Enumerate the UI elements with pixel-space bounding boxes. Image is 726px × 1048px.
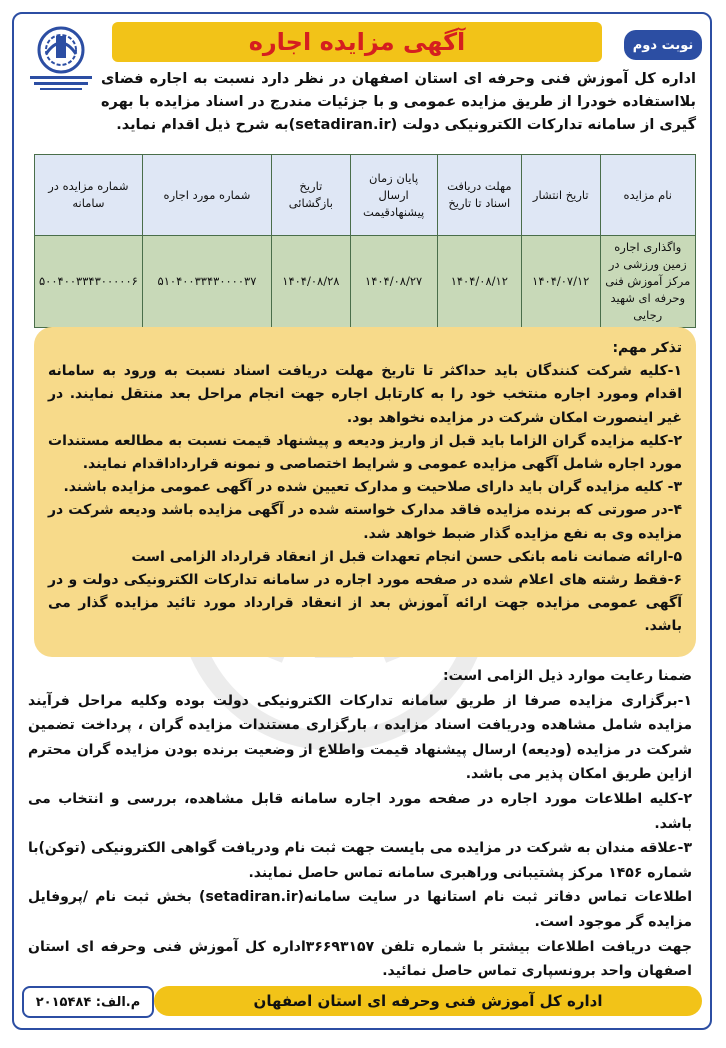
rules-title: ضمنا رعایت موارد ذیل الزامی است: — [442, 668, 692, 684]
cell-bid-deadline: ۱۴۰۴/۰۸/۲۷ — [350, 236, 437, 328]
header-publish-date: تاریخ انتشار — [522, 155, 601, 236]
header — [22, 22, 702, 68]
tvto-logo-icon — [22, 24, 100, 96]
table-header-row — [35, 155, 696, 236]
page-title: آگهی مزایده اجاره — [248, 28, 466, 56]
ad-code-box: م.الف: ۲۰۱۵۴۸۴ — [22, 986, 154, 1018]
note-item: ۳- کلیه مزایده گران باید دارای صلاحیت و مدارک تعیین شده در آگهی عمومی مزایده باشند. — [63, 479, 682, 496]
registration-info: اطلاعات تماس دفاتر ثبت نام استانها در سایت سامانه(setadiran.ir) بخش ثبت نام /پروفایل مزایده گر موجود است. — [28, 889, 693, 930]
note-item: ۲-کلیه مزایده گران الزاما باید قبل از واریز ودیعه و پیشنهاد قیمت نسبت به مطالعه مستندات مورد اجاره شامل آگهی مزایده عمومی و شرایط اختصاصی و نمونه قرارداداقدام نمایند. — [48, 432, 682, 473]
footer-organization: اداره کل آموزش فنی وحرفه ای استان اصفهان — [154, 986, 702, 1016]
cell-doc-deadline: ۱۴۰۴/۰۸/۱۲ — [437, 236, 521, 328]
header-system-number: شماره مزایده در سامانه — [35, 155, 143, 236]
header-bid-deadline: پایان زمان ارسال پیشنهادقیمت — [350, 155, 437, 236]
cell-opening-date: ۱۴۰۴/۰۸/۲۸ — [272, 236, 351, 328]
intro-paragraph: اداره کل آموزش فنی وحرفه ای استان اصفهان در نظر دارد نسبت به اجاره فضای بلااستفاده خودرا از طریق مزایده عمومی و با جزئیات مندرج در اسناد مزایده با بهره گیری از سامانه تدارکات الکترونیکی دولت (setadiran.ir)به شرح ذیل اقدام نماید. — [101, 71, 696, 133]
cell-system-number: ۵۰۰۴۰۰۳۳۴۳۰۰۰۰۰۶ — [35, 236, 143, 328]
note-item: ۶-فقط رشته های اعلام شده در صفحه مورد اجاره در سامانه تدارکات الکترونیکی دولت و در آگهی عمومی مزایده جهت ارائه آموزش بعد از انعقاد قرارداد مورد تائید مزایده گذار می باشد. — [48, 572, 682, 635]
cell-name: واگذاری اجاره زمین ورزشی در مرکز آموزش فنی وحرفه ای شهید رجایی — [600, 236, 695, 328]
header-name: نام مزایده — [600, 155, 695, 236]
header-rental-number: شماره مورد اجاره — [142, 155, 271, 236]
note-item: ۴-در صورتی که برنده مزایده فاقد مدارک خواسته شده در آگهی مزایده باشد ودیعه شرکت در مزایده وی به نفع مزایده گذار ضبط خواهد شد. — [48, 502, 682, 542]
header-doc-deadline: مهلت دریافت اسناد تا تاریخ — [437, 155, 521, 236]
cell-rental-number: ۵۱۰۴۰۰۳۳۴۳۰۰۰۰۳۷ — [142, 236, 271, 328]
note-item: ۵-ارائه ضمانت نامه بانکی حسن انجام تعهدات قبل از انعقاد قرارداد الزامی است — [131, 548, 682, 565]
header-opening-date: تاریخ بازگشائی — [272, 155, 351, 236]
auction-table — [34, 154, 696, 328]
notes-title: تذکر مهم: — [612, 340, 682, 356]
footer — [22, 986, 702, 1018]
advertisement-frame — [12, 12, 712, 1030]
note-item: ۱-کلیه شرکت کنندگان باید حداکثر تا تاریخ مهلت دریافت اسناد نسبت به ورود به سامانه اقدام ومورد اجاره منتخب خود را به کارتابل اجاره جهت انجام مراحل بعد منتقل نمایند. در غیر اینصورت امکان شرکت در مزایده نخواهد بود. — [48, 363, 682, 426]
rule-item: ۱-برگزاری مزایده صرفا از طریق سامانه تدارکات الکترونیکی دولت بوده وکلیه مراحل فرآیند مزایده شامل مشاهده ودریافت اسناد مزایده ، بارگزاری مستندات مزایده گران ، پرداخت تضمین شرکت در مزایده (ودیعه) ارسال پیشنهاد قیمت واطلاع از وضعیت برنده بودن مزایده گران محترم ازاین طریق امکان پذیر می باشد. — [28, 692, 692, 783]
contact-info: جهت دریافت اطلاعات بیشتر با شماره تلفن ۳۶۶۹۳۱۵۷اداره کل آموزش فنی وحرفه ای استان اصفهان واحد برونسپاری تماس حاصل نمائید. — [28, 938, 693, 980]
rule-item: ۲-کلیه اطلاعات مورد اجاره در صفحه مورد اجاره سامانه قابل مشاهده، بررسی و انتخاب می باشد. — [28, 790, 692, 832]
important-notes-box — [34, 327, 696, 657]
rule-item: ۳-علاقه مندان به شرکت در مزایده می بایست جهت ثبت نام ودریافت گواهی الکترونیکی (توکن)با شماره ۱۴۵۶ مرکز پشتیبانی وراهبری سامانه تماس حاصل نمایند. — [28, 840, 692, 881]
cell-publish-date: ۱۴۰۴/۰۷/۱۲ — [522, 236, 601, 328]
title-bar — [112, 22, 602, 62]
table-row — [35, 236, 696, 328]
publication-badge: نوبت دوم — [624, 30, 702, 60]
requirements-section — [28, 664, 692, 984]
